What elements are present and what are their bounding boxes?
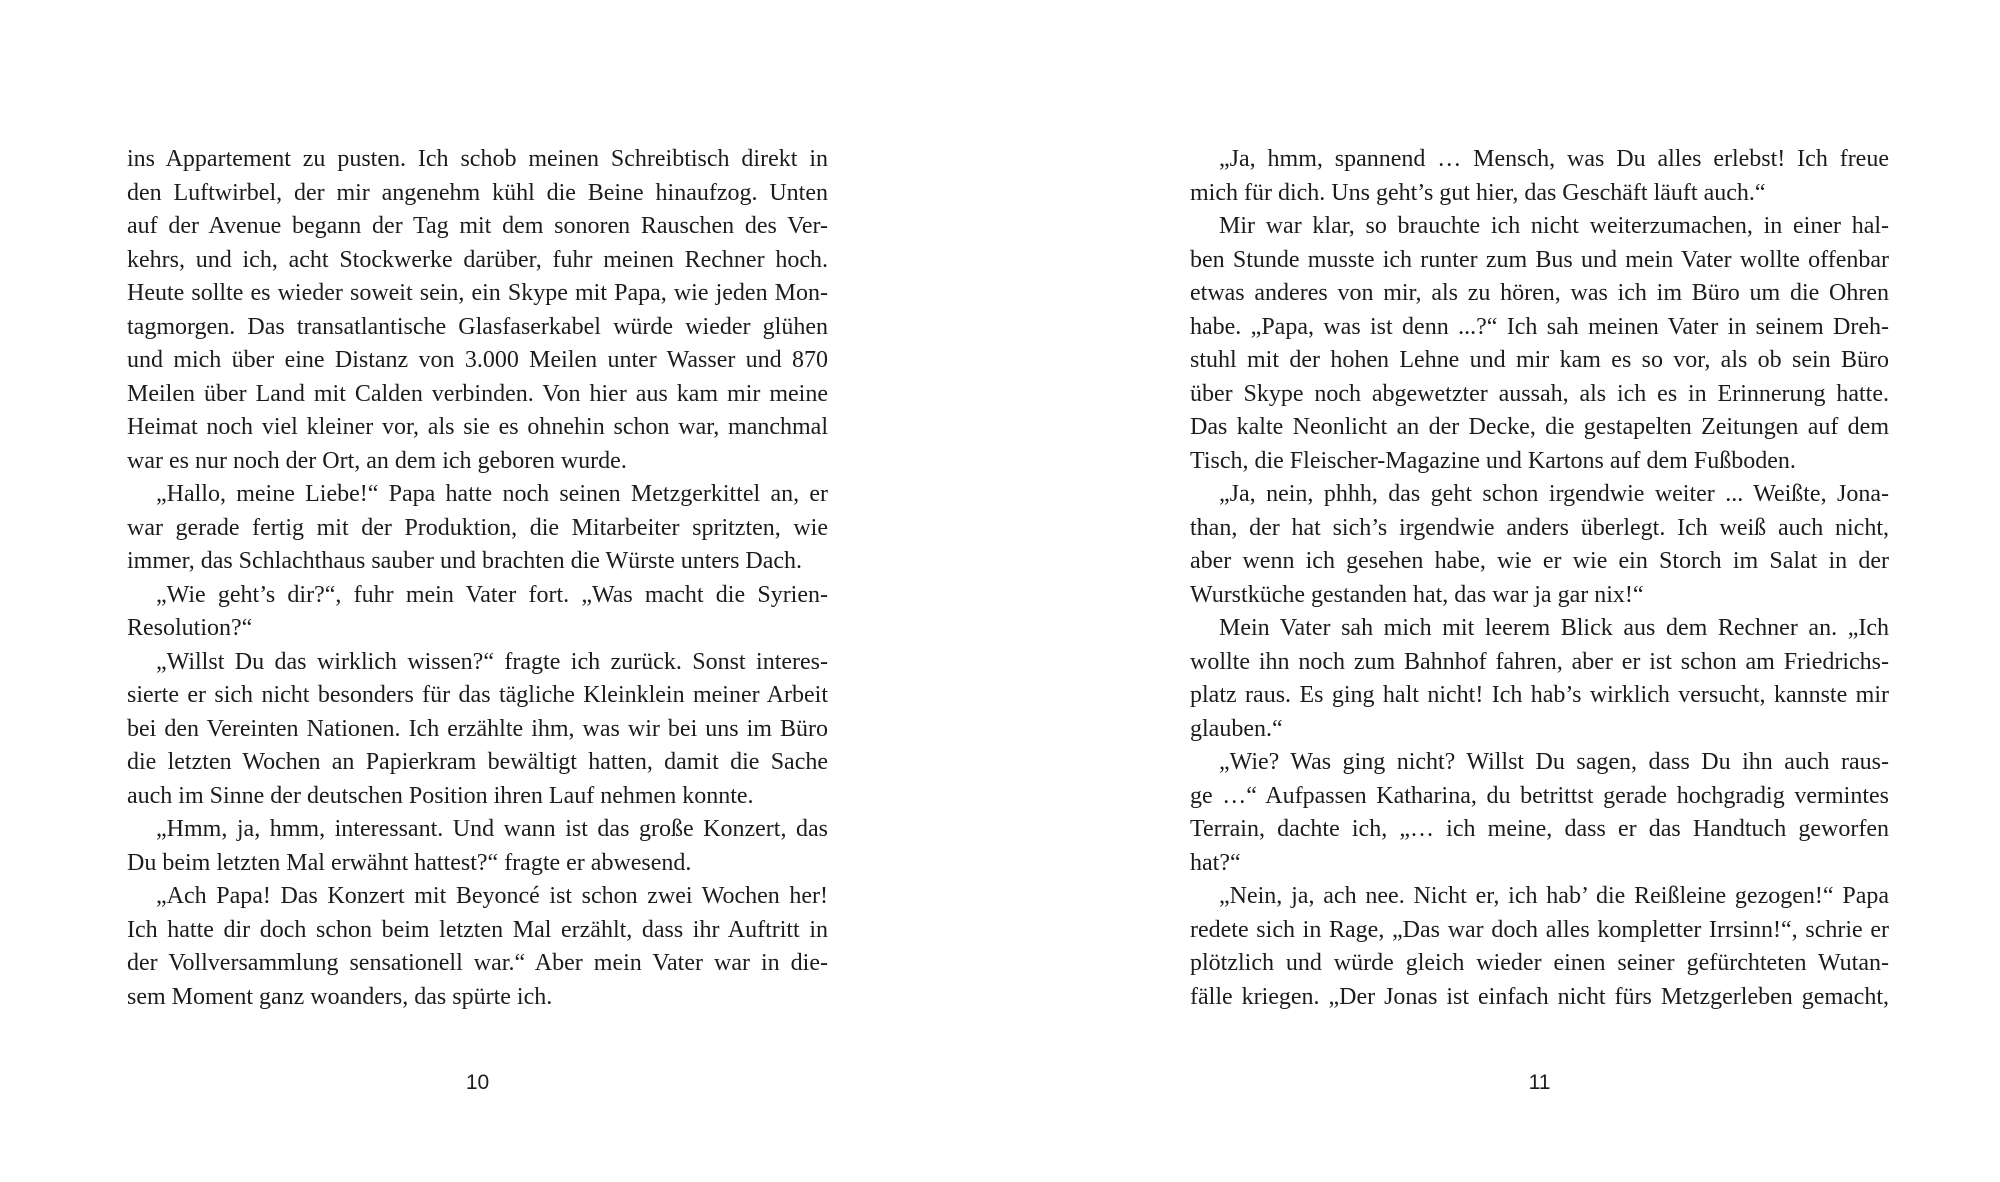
text-line: wollte ihn noch zum Bahnhof fahren, aber er ist schon am Friedrichs- <box>1190 648 1889 675</box>
text-line: ge …“ Aufpassen Katharina, du betrittst gerade hochgradig vermintes <box>1190 782 1889 809</box>
text-line: auf der Avenue begann der Tag mit dem sonoren Rauschen des Ver- <box>127 213 828 239</box>
text-line: etwas anderes von mir, als zu hören, was ich im Büro um die Ohren <box>1190 280 1889 306</box>
text-line: ins Appartement zu pusten. Ich schob meinen Schreibtisch direkt in <box>127 146 828 172</box>
text-line: sem Moment ganz woanders, das spürte ich. <box>127 983 553 1010</box>
text-line: stuhl mit der hohen Lehne und mir kam es so vor, als ob sein Büro <box>1190 347 1889 373</box>
text-line: glauben.“ <box>1190 715 1283 742</box>
page-number-right: 11 <box>1528 1071 1551 1094</box>
paragraph <box>1190 143 1889 210</box>
text-line: aber wenn ich gesehen habe, wie er wie ein Storch im Salat in der <box>1190 548 1889 574</box>
text-line: immer, das Schlachthaus sauber und brachten die Würste unters Dach. <box>127 548 803 574</box>
text-line: „Ach Papa! Das Konzert mit Beyoncé ist schon zwei Wochen her! <box>156 883 828 909</box>
paragraph <box>1190 210 1889 478</box>
text-line: Du beim letzten Mal erwähnt hattest?“ fragte er abwesend. <box>127 849 692 876</box>
text-line: redete sich in Rage, „Das war doch alles kompletter Irrsinn!“, schrie er <box>1190 916 1889 943</box>
text-line: bei den Vereinten Nationen. Ich erzählte ihm, was wir bei uns im Büro <box>127 715 828 742</box>
text-line: than, der hat sich’s irgendwie anders überlegt. Ich weiß auch nicht, <box>1190 514 1889 541</box>
text-line: Heute sollte es wieder soweit sein, ein Skype mit Papa, wie jeden Mon- <box>127 280 828 306</box>
text-line: Mein Vater sah mich mit leerem Blick aus dem Rechner an. „Ich <box>1219 615 1889 641</box>
text-line: „Ja, nein, phhh, das geht schon irgendwie weiter ... Weißte, Jona- <box>1219 481 1889 507</box>
text-line: Tisch, die Fleischer-Magazine und Kartons auf dem Fußboden. <box>1190 447 1796 474</box>
text-line: über Skype noch abgewetzter aussah, als ich es in Erinnerung hatte. <box>1190 380 1889 407</box>
paragraph <box>127 143 828 478</box>
text-line: den Luftwirbel, der mir angenehm kühl die Beine hinaufzog. Unten <box>127 179 828 206</box>
text-line: „Wie? Was ging nicht? Willst Du sagen, dass Du ihn auch raus- <box>1219 749 1889 775</box>
paragraph <box>1190 880 1889 1014</box>
text-line: sierte er sich nicht besonders für das tägliche Kleinklein meiner Arbeit <box>127 682 828 708</box>
text-line: Resolution?“ <box>127 615 253 641</box>
text-line: Meilen über Land mit Calden verbinden. Von hier aus kam mir meine <box>127 380 828 407</box>
paragraph <box>1190 478 1889 612</box>
text-line: plötzlich und würde gleich wieder einen seiner gefürchteten Wutan- <box>1190 950 1889 976</box>
paragraph <box>1190 612 1889 746</box>
text-line: „Hmm, ja, hmm, interessant. Und wann ist das große Konzert, das <box>156 816 828 842</box>
text-line: „Ja, hmm, spannend … Mensch, was Du alles erlebst! Ich freue <box>1219 146 1889 172</box>
text-line: Heimat noch viel kleiner vor, als sie es ohnehin schon war, manchmal <box>127 414 828 440</box>
paragraph <box>127 813 828 880</box>
text-line: und mich über eine Distanz von 3.000 Meilen unter Wasser und 870 <box>127 347 828 373</box>
paragraph <box>127 478 828 579</box>
text-line: war es nur noch der Ort, an dem ich geboren wurde. <box>127 447 627 474</box>
text-line: „Willst Du das wirklich wissen?“ fragte ich zurück. Sonst interes- <box>156 648 828 675</box>
text-line: die letzten Wochen an Papierkram bewältigt hatten, damit die Sache <box>127 749 828 775</box>
text-line: Mir war klar, so brauchte ich nicht weiterzumachen, in einer hal- <box>1219 213 1889 239</box>
text-line: kehrs, und ich, acht Stockwerke darüber, fuhr meinen Rechner hoch. <box>127 246 828 273</box>
text-line: fälle kriegen. „Der Jonas ist einfach nicht fürs Metzgerleben gemacht, <box>1190 983 1889 1010</box>
text-line: auch im Sinne der deutschen Position ihren Lauf nehmen konnte. <box>127 782 754 809</box>
text-line: hat?“ <box>1190 849 1241 876</box>
text-line: Wurstküche gestanden hat, das war ja gar nix!“ <box>1190 581 1644 608</box>
page-number-left: 10 <box>465 1071 490 1094</box>
text-line: mich für dich. Uns geht’s gut hier, das Geschäft läuft auch.“ <box>1190 179 1766 206</box>
paragraph <box>127 646 828 814</box>
text-line: ben Stunde musste ich runter zum Bus und mein Vater wollte offenbar <box>1190 246 1889 273</box>
paragraph <box>1190 746 1889 880</box>
text-line: „Nein, ja, ach nee. Nicht er, ich hab’ die Reißleine gezogen!“ Papa <box>1219 883 1889 909</box>
text-line: Terrain, dachte ich, „… ich meine, dass er das Handtuch geworfen <box>1190 816 1889 842</box>
text-line: Ich hatte dir doch schon beim letzten Mal erzählt, dass ihr Auftritt in <box>127 916 828 943</box>
page-text-right <box>1190 143 1889 1014</box>
paragraph <box>127 579 828 646</box>
text-line: der Vollversammlung sensationell war.“ Aber mein Vater war in die- <box>127 950 828 976</box>
text-line: platz raus. Es ging halt nicht! Ich hab’s wirklich versucht, kannste mir <box>1190 682 1889 708</box>
text-line: war gerade fertig mit der Produktion, die Mitarbeiter spritzten, wie <box>127 514 828 541</box>
text-line: „Hallo, meine Liebe!“ Papa hatte noch seinen Metzgerkittel an, er <box>156 481 828 507</box>
paragraph <box>127 880 828 1014</box>
text-line: „Wie geht’s dir?“, fuhr mein Vater fort. „Was macht die Syrien- <box>156 581 828 608</box>
text-line: habe. „Papa, was ist denn ...?“ Ich sah meinen Vater in seinem Dreh- <box>1190 313 1889 340</box>
text-line: Das kalte Neonlicht an der Decke, die gestapelten Zeitungen auf dem <box>1190 414 1889 440</box>
page-text-left <box>127 143 828 1014</box>
text-line: tagmorgen. Das transatlantische Glasfaserkabel würde wieder glühen <box>127 313 828 340</box>
